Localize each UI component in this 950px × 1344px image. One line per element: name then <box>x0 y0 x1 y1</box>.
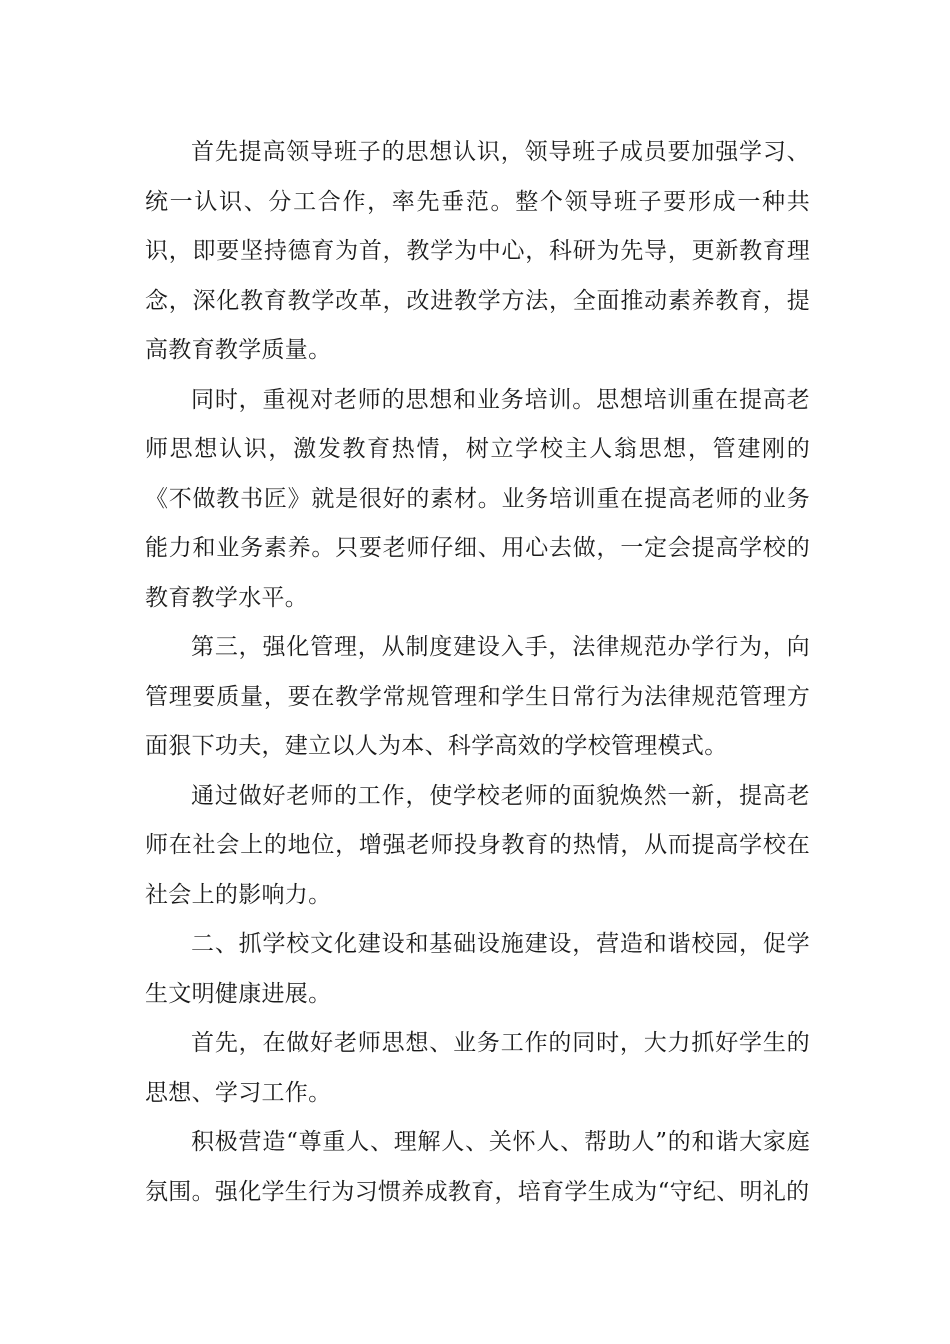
paragraph-management: 第三，强化管理，从制度建设入手，法律规范办学行为，向管理要质量，要在教学常规管理和学生日常行为法律规范管理方面狠下功夫，建立以人为本、科学高效的学校管理模式。 <box>145 634 810 759</box>
paragraph-leadership: 首先提高领导班子的思想认识，领导班子成员要加强学习、统一认识、分工合作，率先垂范。整个领导班子要形成一种共识，即要坚持德育为首，教学为中心，科研为先导，更新教育理念，深化教育教学改革，改进教学方法，全面推动素养教育，提高教育教学质量。 <box>145 139 810 363</box>
paragraph-section-two-heading: 二、抓学校文化建设和基础设施建设，营造和谐校园，促学生文明健康进展。 <box>145 931 810 1007</box>
document-body <box>145 128 810 1217</box>
paragraph-teacher-training: 同时，重视对老师的思想和业务培训。思想培训重在提高老师思想认识，激发教育热情，树立学校主人翁思想，管建刚的《不做教书匠》就是很好的素材。业务培训重在提高老师的业务能力和业务素养。只要老师仔细、用心去做，一定会提高学校的教育教学水平。 <box>145 386 810 611</box>
paragraph-teacher-status: 通过做好老师的工作，使学校老师的面貌焕然一新，提高老师在社会上的地位，增强老师投身教育的热情，从而提高学校在社会上的影响力。 <box>145 782 810 908</box>
paragraph-harmony: 积极营造“尊重人、理解人、关怀人、帮助人”的和谐大家庭氛围。强化学生行为习惯养成教育，培育学生成为“守纪、明礼的 <box>145 1129 810 1205</box>
paragraph-student-work: 首先，在做好老师思想、业务工作的同时，大力抓好学生的思想、学习工作。 <box>145 1030 810 1106</box>
